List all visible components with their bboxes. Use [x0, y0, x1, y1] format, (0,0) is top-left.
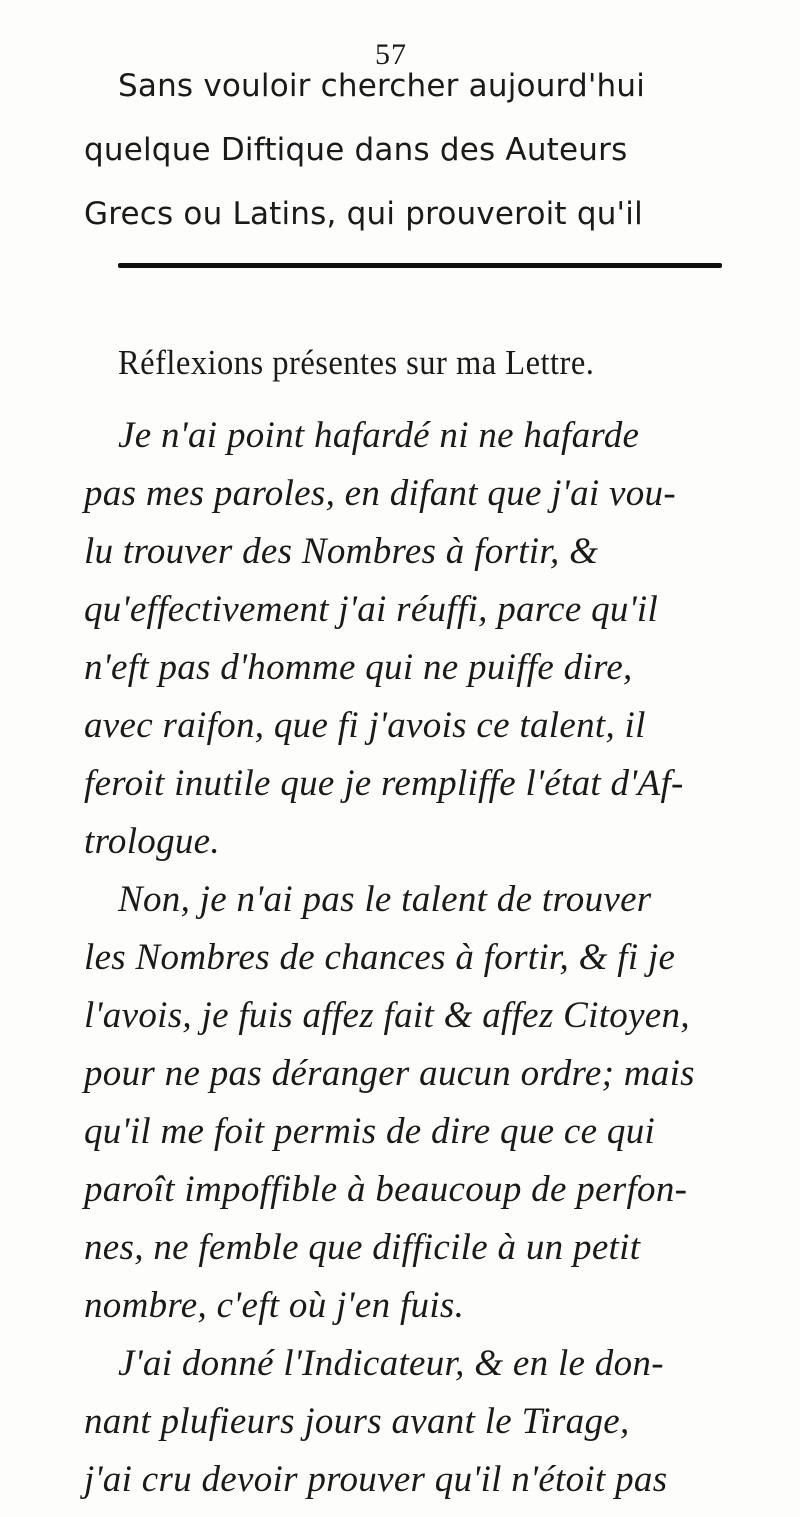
- body-line: n'eft pas d'homme qui ne puiffe dire,: [84, 647, 633, 688]
- body-line: j'ai cru devoir prouver qu'il n'étoit pas: [84, 1459, 668, 1500]
- page-number: 57: [375, 38, 407, 71]
- intro-line-3: Grecs ou Latins, qui prouveroit qu'il: [84, 196, 643, 232]
- body-line: pas mes paroles, en difant que j'ai vou-: [84, 473, 676, 514]
- body-line: feroit inutile que je rempliffe l'état d'Af-: [84, 763, 684, 804]
- section-heading: Réflexions présentes sur ma Lettre.: [118, 343, 595, 382]
- body-line: nes, ne femble que difficile à un petit: [84, 1227, 641, 1268]
- body-line: paroît impoffible à beaucoup de perfon-: [84, 1169, 688, 1210]
- body-line: avec raifon, que fi j'avois ce talent, il: [84, 705, 646, 746]
- body-line: pour ne pas déranger aucun ordre; mais: [84, 1053, 695, 1094]
- body-line: les Nombres de chances à fortir, & fi je: [84, 937, 676, 978]
- section-divider-rule: [118, 263, 722, 268]
- body-line: l'avois, je fuis affez fait & affez Citoyen,: [84, 995, 690, 1036]
- body-line: lu trouver des Nombres à fortir, &: [84, 531, 599, 572]
- body-line: nant plufieurs jours avant le Tirage,: [84, 1401, 630, 1442]
- body-line: Non, je n'ai pas le talent de trouver: [118, 879, 652, 920]
- body-line: nombre, c'eft où j'en fuis.: [84, 1285, 465, 1326]
- body-line: trologue.: [84, 821, 220, 862]
- body-line: qu'effectivement j'ai réuffi, parce qu'il: [84, 589, 659, 630]
- body-line: J'ai donné l'Indicateur, & en le don-: [118, 1343, 664, 1384]
- intro-line-1: Sans vouloir chercher aujourd'hui: [118, 68, 646, 104]
- intro-line-2: quelque Diftique dans des Auteurs: [84, 132, 628, 168]
- body-line: Je n'ai point hafardé ni ne hafarde: [118, 415, 640, 456]
- body-line: qu'il me foit permis de dire que ce qui: [84, 1111, 656, 1152]
